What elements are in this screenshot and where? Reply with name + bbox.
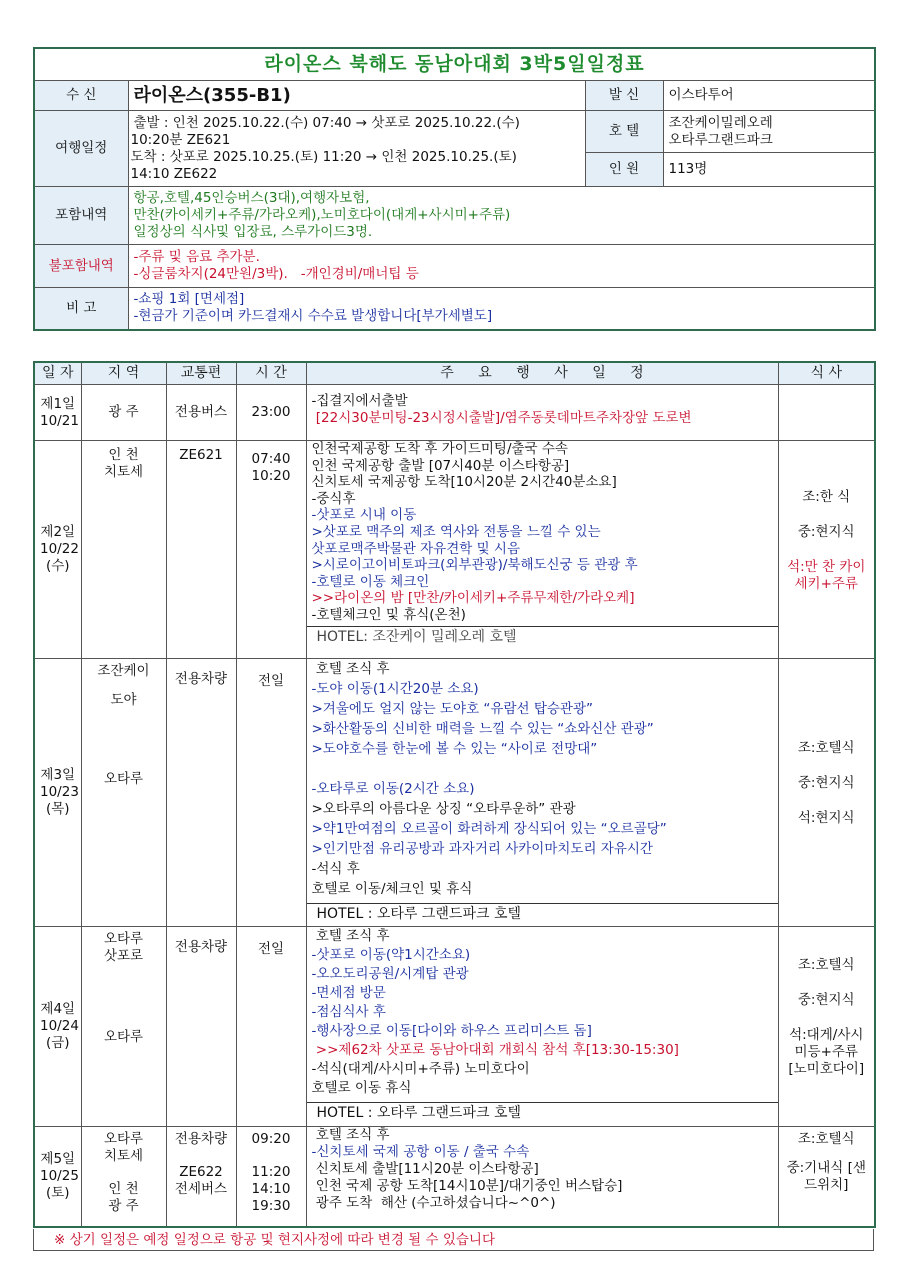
- remarks-value: [128, 288, 875, 330]
- meal-line: 조:호텔식: [797, 1131, 855, 1147]
- sender-label: 발 신: [585, 81, 663, 111]
- meal-line: 중:현지식: [797, 523, 855, 540]
- info-table: [33, 47, 876, 331]
- event-line: 신치토세 국제공항 도착[10시20분 2시간40분소요]: [311, 474, 617, 491]
- day-time: [236, 385, 306, 441]
- excluded-line: -주류 및 음료 추가분.: [133, 249, 260, 265]
- event-line: 인천 국제공항 출발 [07시40분 이스타항공]: [311, 457, 570, 474]
- page-title: 라이온스 북해도 동남아대회 3박5일일정표: [34, 48, 875, 81]
- day-time: [236, 927, 306, 1127]
- day-date-line: (토): [45, 1184, 70, 1201]
- time-line: 10:20: [251, 468, 291, 484]
- people-label: 인 원: [585, 153, 663, 187]
- meal-line: 조:호텔식: [797, 957, 855, 973]
- meal-line: 중:기내식 [샌드위치]: [786, 1160, 866, 1193]
- event-line: >시로이고이비토파크(외부관광)/북해도신궁 등 관광 후: [311, 557, 638, 574]
- day-time: [236, 441, 306, 659]
- event-line: >약1만여점의 오르골이 화려하게 장식되어 있는 “오르골당”: [311, 821, 667, 837]
- event-line: 호텔 조식 후: [311, 661, 390, 677]
- event-line: 삿포로맥주박물관 자유견학 및 시음: [311, 540, 520, 557]
- event-line: 호텔 조식 후: [311, 1127, 390, 1143]
- itinerary-line: 도착 : 삿포로 2025.10.25.(토) 11:20 → 인천 2025.10.25.(토): [130, 148, 517, 165]
- included-line: 만찬(카이세키+주류/가라오케),노미호다이(대게+사시미+주류): [133, 207, 511, 223]
- event-hotel: HOTEL : 오타루 그랜드파크 호텔: [307, 903, 778, 924]
- event-line: >삿포로 맥주의 제조 역사와 전통을 느낄 수 있는: [311, 523, 601, 540]
- day-date-line: 제4일: [40, 1001, 76, 1017]
- time-line: 전일: [257, 941, 285, 957]
- day-transport: [166, 1127, 236, 1227]
- transport-line: 전용차량: [174, 1131, 228, 1147]
- day-date: [34, 659, 81, 927]
- region-line: 치토세: [103, 1148, 144, 1164]
- excluded-label: 불포함내역: [34, 245, 128, 288]
- event-line: -석식(대게/사시미+주류) 노미호다이: [311, 1061, 530, 1077]
- day-meals: [778, 441, 875, 659]
- day-row: [34, 659, 875, 927]
- region-line: 오타루: [103, 1131, 144, 1147]
- event-hotel: HOTEL: 조잔케이 밀레오레 호텔: [307, 626, 778, 647]
- excluded-line: -싱글룸차지(24만원/3박). -개인경비/매너팁 등: [133, 266, 419, 282]
- event-line: >겨울에도 얼지 않는 도야호 “유람선 탑승관광”: [311, 701, 593, 717]
- meal-line: 중:현지식: [797, 992, 855, 1008]
- col-header-meals: 식 사: [778, 362, 875, 385]
- transport-line: 전용차량: [174, 939, 228, 955]
- remarks-line: -현금가 기준이며 카드결재시 수수료 발생합니다[부가세별도]: [133, 308, 493, 325]
- meal-line: 조:호텔식: [797, 740, 855, 756]
- time-line: 23:00: [251, 404, 291, 420]
- event-line: -점심식사 후: [311, 1004, 386, 1020]
- region-line: 도야: [110, 692, 137, 708]
- event-line: -면세점 방문: [311, 985, 386, 1001]
- event-line: -삿포로 시내 이동: [311, 507, 417, 524]
- day-row: [34, 1127, 875, 1227]
- day-transport: [166, 385, 236, 441]
- col-header-time: 시 간: [236, 362, 306, 385]
- col-header-events: 주 요 행 사 일 정: [306, 362, 778, 385]
- region-line: 조잔케이: [97, 663, 150, 679]
- time-line: 14:10: [251, 1181, 291, 1197]
- event-line: 호텔 조식 후: [311, 928, 390, 944]
- recipient-label: 수 신: [34, 81, 128, 111]
- col-header-region: 지 역: [81, 362, 166, 385]
- day-date: [34, 385, 81, 441]
- region-line: 치토세: [103, 464, 144, 480]
- col-header-transport: 교통편: [166, 362, 236, 385]
- day-time: [236, 1127, 306, 1227]
- meal-line: 조:한 식: [802, 488, 851, 505]
- event-line: [312, 759, 773, 779]
- footer-note: ※ 상기 일정은 예정 일정으로 항공 및 현지사정에 따라 변경 될 수 있습니다: [33, 1229, 874, 1251]
- region-line: 오타루: [103, 771, 144, 787]
- itinerary-line: 10:20분 ZE621: [130, 131, 231, 148]
- event-line: -호텔로 이동 체크인: [311, 573, 430, 590]
- included-value: [128, 187, 875, 245]
- day-events: [306, 659, 778, 927]
- event-line: >오타루의 아름다운 상징 “오타루운하” 관광: [311, 801, 576, 817]
- remarks-label: 비 고: [34, 288, 128, 330]
- region-line: 광 주: [108, 1198, 139, 1214]
- day-date-line: (수): [45, 558, 70, 574]
- event-line: -호텔체크인 및 휴식(온천): [311, 606, 466, 623]
- day-events: [306, 1127, 778, 1227]
- col-header-date: 일 자: [34, 362, 81, 385]
- day-date-line: 10/21: [40, 412, 79, 429]
- transport-line: 전용차량: [174, 671, 228, 687]
- day-time: [236, 659, 306, 927]
- day-events: [306, 385, 778, 441]
- included-label: 포함내역: [34, 187, 128, 245]
- day-events: [306, 441, 778, 659]
- event-line: -중식후: [311, 490, 356, 507]
- event-line: [22시30분미팅-23시정시출발]/염주동롯데마트주차장앞 도로변: [311, 409, 692, 426]
- day-date-line: 제5일: [40, 1150, 76, 1167]
- day-region: [81, 385, 166, 441]
- day-date-line: 10/23: [40, 784, 79, 800]
- day-region: [81, 1127, 166, 1227]
- transport-line: 전용버스: [174, 404, 228, 420]
- event-line: -신치토세 국제 공항 이동 / 출국 수속: [311, 1144, 530, 1160]
- day-date-line: 10/24: [40, 1018, 79, 1034]
- event-line: -도야 이동(1시간20분 소요): [311, 681, 479, 697]
- meal-line: 석:대게/사시미등+주류 [노미호다이]: [788, 1027, 865, 1077]
- day-meals: [778, 659, 875, 927]
- day-region: [81, 659, 166, 927]
- time-line: 09:20: [251, 1131, 291, 1147]
- day-date-line: 제3일: [40, 767, 76, 783]
- event-line: 신치토세 출발[11시20분 이스타항공]: [311, 1161, 539, 1177]
- recipient-value: 라이온스(355-B1): [128, 81, 585, 111]
- meal-line: 석:현지식: [797, 810, 855, 826]
- day-transport: [166, 927, 236, 1127]
- event-line: 호텔로 이동/체크인 및 휴식: [311, 881, 473, 897]
- region-line: 오타루: [103, 931, 144, 947]
- day-meals: [778, 1127, 875, 1227]
- schedule-table: [33, 361, 876, 1228]
- event-line: -오타루로 이동(2시간 소요): [311, 781, 475, 797]
- transport-line: ZE622: [179, 1164, 223, 1180]
- itinerary-value: [128, 111, 585, 187]
- time-line: 07:40: [251, 451, 291, 467]
- event-line: -행사장으로 이동[다이와 하우스 프리미스트 돔]: [311, 1023, 592, 1039]
- time-line: 19:30: [251, 1198, 291, 1214]
- day-meals: [778, 385, 875, 441]
- day-region: [81, 441, 166, 659]
- day-date-line: 제1일: [40, 395, 76, 412]
- day-date-line: (금): [45, 1035, 70, 1051]
- hotel-label: 호 텔: [585, 111, 663, 153]
- event-line: >>제62차 삿포로 동남아대회 개회식 참석 후[13:30-15:30]: [311, 1042, 679, 1058]
- region-line: 광 주: [108, 404, 139, 420]
- day-transport: [166, 659, 236, 927]
- hotel-value: [663, 111, 875, 153]
- included-line: 일정상의 식사및 입장료, 스루가이드3명.: [133, 224, 373, 240]
- event-line: >>라이온의 밤 [만찬/카이세키+주류무제한/가라오케]: [311, 590, 635, 607]
- day-events: [306, 927, 778, 1127]
- day-date-line: (목): [45, 801, 70, 817]
- event-line: >인기만점 유리공방과 과자거리 사카이마치도리 자유시간: [311, 841, 653, 857]
- sender-value: 이스타투어: [663, 81, 875, 111]
- time-line: 11:20: [251, 1164, 291, 1180]
- included-line: 항공,호텔,45인승버스(3대),여행자보험,: [133, 190, 370, 206]
- event-line: -집결지에서출발: [311, 393, 408, 409]
- itinerary-line: 출발 : 인천 2025.10.22.(수) 07:40 → 삿포로 2025.10.22.(수): [133, 114, 520, 131]
- region-line: 오타루: [103, 1029, 144, 1045]
- day-meals: [778, 927, 875, 1127]
- event-line: 인천국제공항 도착 후 가이드미팅/출국 수속: [311, 441, 568, 457]
- day-date: [34, 927, 81, 1127]
- event-line: >도야호수를 한눈에 볼 수 있는 “사이로 전망대”: [311, 741, 598, 757]
- day-row: [34, 385, 875, 441]
- event-line: 광주 도착 해산 (수고하셨습니다~^0^): [311, 1195, 556, 1211]
- event-line: 호텔로 이동 휴식: [311, 1080, 412, 1096]
- day-date-line: 제2일: [40, 524, 76, 540]
- event-line: 인천 국제 공항 도착[14시10분]/대기중인 버스탑승]: [311, 1178, 623, 1194]
- day-row: [34, 927, 875, 1127]
- day-date-line: 10/22: [40, 541, 79, 557]
- meal-line: 중:현지식: [797, 775, 855, 791]
- meal-line: 석:만 찬 카이세키+주류: [787, 558, 866, 592]
- itinerary-line: 14:10 ZE622: [130, 165, 218, 182]
- hotel-name: 오타루그랜드파크: [668, 131, 773, 148]
- region-line: 인 천: [108, 1181, 139, 1197]
- region-line: 인 천: [108, 447, 139, 463]
- event-line: >화산활동의 신비한 매력을 느낄 수 있는 “쇼와신산 관광”: [311, 721, 654, 737]
- region-line: 삿포로: [103, 948, 144, 964]
- day-region: [81, 927, 166, 1127]
- day-date: [34, 441, 81, 659]
- time-line: 전일: [257, 673, 285, 689]
- transport-line: 전세버스: [174, 1181, 228, 1197]
- event-hotel: HOTEL : 오타루 그랜드파크 호텔: [307, 1102, 778, 1123]
- event-line: -오오도리공원/시계탑 관광: [311, 966, 469, 982]
- event-line: -삿포로 이동(약1시간소요): [311, 947, 471, 963]
- day-date: [34, 1127, 81, 1227]
- day-transport: [166, 441, 236, 659]
- excluded-value: [128, 245, 875, 288]
- people-value: 113명: [663, 153, 875, 187]
- day-date-line: 10/25: [40, 1167, 79, 1184]
- day-row: [34, 441, 875, 659]
- hotel-name: 조잔케이밀레오레: [668, 114, 773, 131]
- event-line: -석식 후: [311, 861, 360, 877]
- remarks-line: -쇼핑 1회 [면세점]: [133, 291, 245, 308]
- transport-line: ZE621: [179, 447, 223, 463]
- itinerary-label: 여행일정: [34, 111, 128, 187]
